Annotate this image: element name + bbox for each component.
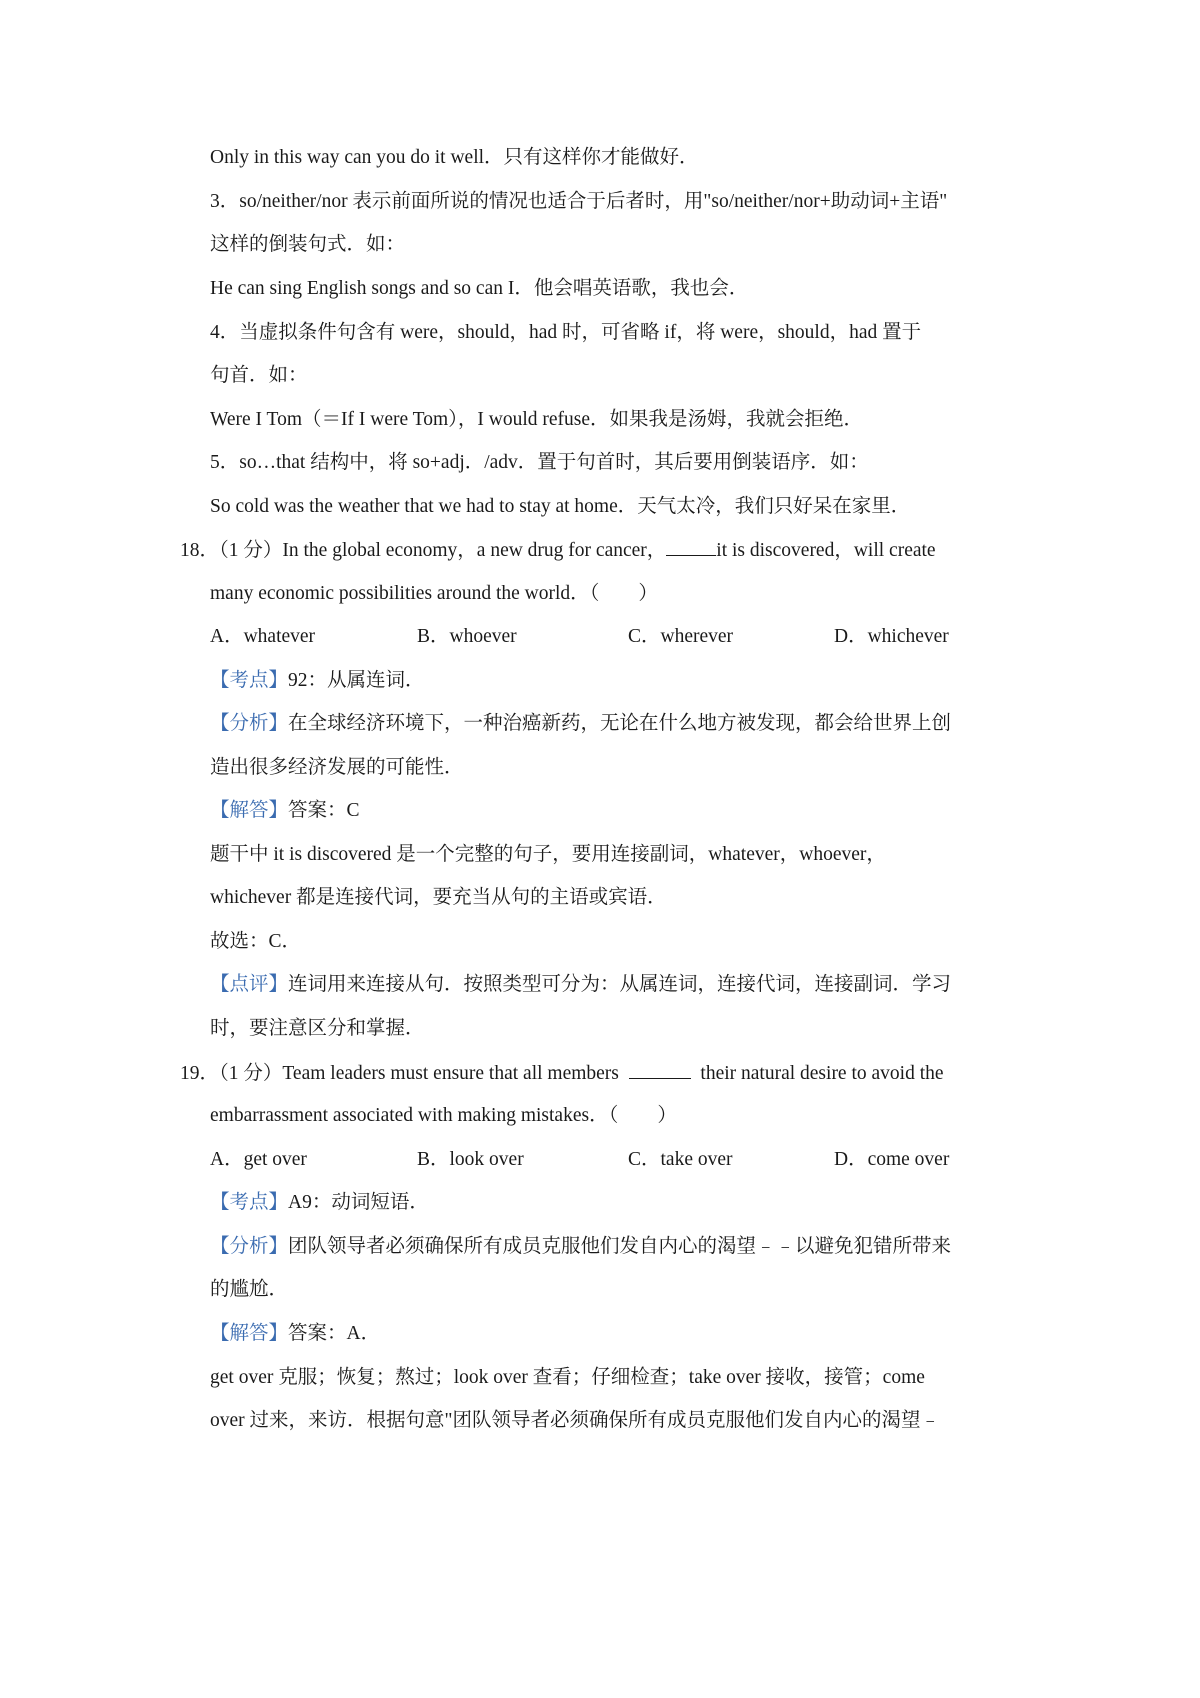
q18-fenxi-text: 在全球经济环境下，一种治癌新药，无论在什么地方被发现，都会给世界上创 (288, 713, 952, 734)
q18-jieda (210, 798, 1026, 824)
q19-kaodian (210, 1190, 1026, 1216)
q19-kaodian-tag: 【考点】 (210, 1192, 289, 1213)
q19-jieda-text: 答案：A． (288, 1323, 381, 1344)
note-line-1: Only in this way can you do it well．只有这样你才能做好． (210, 147, 699, 168)
q18-kaodian-tag: 【考点】 (210, 670, 289, 691)
note-item-4-example: Were I Tom（＝If I were Tom），I would refuse．如果我是汤姆，我就会拒绝． (210, 409, 863, 430)
q18-option-c[interactable]: C．wherever (628, 626, 734, 647)
q18-explanation-cont: whichever 都是连接代词，要充当从句的主语或宾语． (210, 887, 667, 908)
q18-stem-pre: 18．（1 分）In the global economy，a new drug for cancer， (180, 540, 667, 561)
note-item-3: 3．so/neither/nor 表示前面所说的情况也适合于后者时，用"so/neither/nor+助动词+主语" (210, 191, 948, 212)
q19-blank (629, 1060, 691, 1079)
note-item-3-cont: 这样的倒装句式．如： (210, 234, 406, 255)
note-item-4: 4．当虚拟条件句含有 were，should，had 时，可省略 if，将 were，should，had 置于 (210, 322, 922, 343)
q18-jieda-text: 答案：C (288, 800, 360, 821)
q18-jieda-tag: 【解答】 (210, 800, 289, 821)
q18-option-b[interactable]: B．whoever (417, 626, 517, 647)
q19-fenxi (210, 1234, 1026, 1260)
q19-fenxi-text: 团队领导者必须确保所有成员克服他们发自内心的渴望﹣﹣以避免犯错所带来 (288, 1236, 952, 1257)
note-item-3-example: He can sing English songs and so can I．他会唱英语歌，我也会． (210, 278, 749, 299)
q19-option-a[interactable]: A．get over (210, 1149, 307, 1170)
q19-stem-post: their natural desire to avoid the (700, 1063, 944, 1084)
q18-explanation: 题干中 it is discovered 是一个完整的句子，要用连接副词，whatever，whoever， (210, 844, 886, 865)
note-item-5: 5．so…that 结构中，将 so+adj．/adv．置于句首时，其后要用倒装语序．如： (210, 452, 869, 473)
q18-dianping-tag: 【点评】 (210, 974, 289, 995)
q18-choice: 故选：C． (210, 931, 302, 952)
q19-option-c[interactable]: C．take over (628, 1149, 733, 1170)
q19-option-d[interactable]: D．come over (834, 1149, 950, 1170)
q18-stem (180, 537, 996, 564)
q18-fenxi-cont: 造出很多经济发展的可能性． (210, 757, 464, 778)
q19-option-b[interactable]: B．look over (417, 1149, 524, 1170)
q19-stem-pre: 19．（1 分）Team leaders must ensure that all members (180, 1063, 619, 1084)
q18-option-a[interactable]: A．whatever (210, 626, 316, 647)
q18-option-d[interactable]: D．whichever (834, 626, 949, 647)
q18-kaodian (210, 668, 1026, 694)
q18-dianping-text: 连词用来连接从句．按照类型可分为：从属连词，连接代词，连接副词．学习 (288, 974, 952, 995)
q18-dianping-cont: 时，要注意区分和掌握． (210, 1018, 425, 1039)
q18-dianping (210, 972, 1026, 998)
q18-stem-line2: many economic possibilities around the world．（ ） (210, 583, 658, 604)
q18-kaodian-text: 92：从属连词． (288, 670, 425, 691)
q19-jieda-tag: 【解答】 (210, 1323, 289, 1344)
q18-fenxi (210, 711, 1026, 737)
q18-blank (666, 537, 716, 556)
q19-explanation-cont: over 过来，来访．根据句意"团队领导者必须确保所有成员克服他们发自内心的渴望﹣ (210, 1410, 940, 1431)
q19-stem (180, 1060, 996, 1087)
q18-stem-post: it is discovered，will create (716, 540, 936, 561)
q18-fenxi-tag: 【分析】 (210, 713, 289, 734)
q19-fenxi-tag: 【分析】 (210, 1236, 289, 1257)
q19-jieda (210, 1321, 1026, 1347)
q19-fenxi-cont: 的尴尬． (210, 1279, 289, 1300)
q19-stem-line2: embarrassment associated with making mistakes．（ ） (210, 1105, 677, 1126)
q19-kaodian-text: A9：动词短语． (288, 1192, 429, 1213)
note-item-5-example: So cold was the weather that we had to stay at home．天气太冷，我们只好呆在家里． (210, 496, 911, 517)
q19-explanation: get over 克服；恢复；熬过；look over 查看；仔细检查；take over 接收，接管；come (210, 1367, 925, 1388)
note-item-4-cont: 句首．如： (210, 365, 308, 386)
